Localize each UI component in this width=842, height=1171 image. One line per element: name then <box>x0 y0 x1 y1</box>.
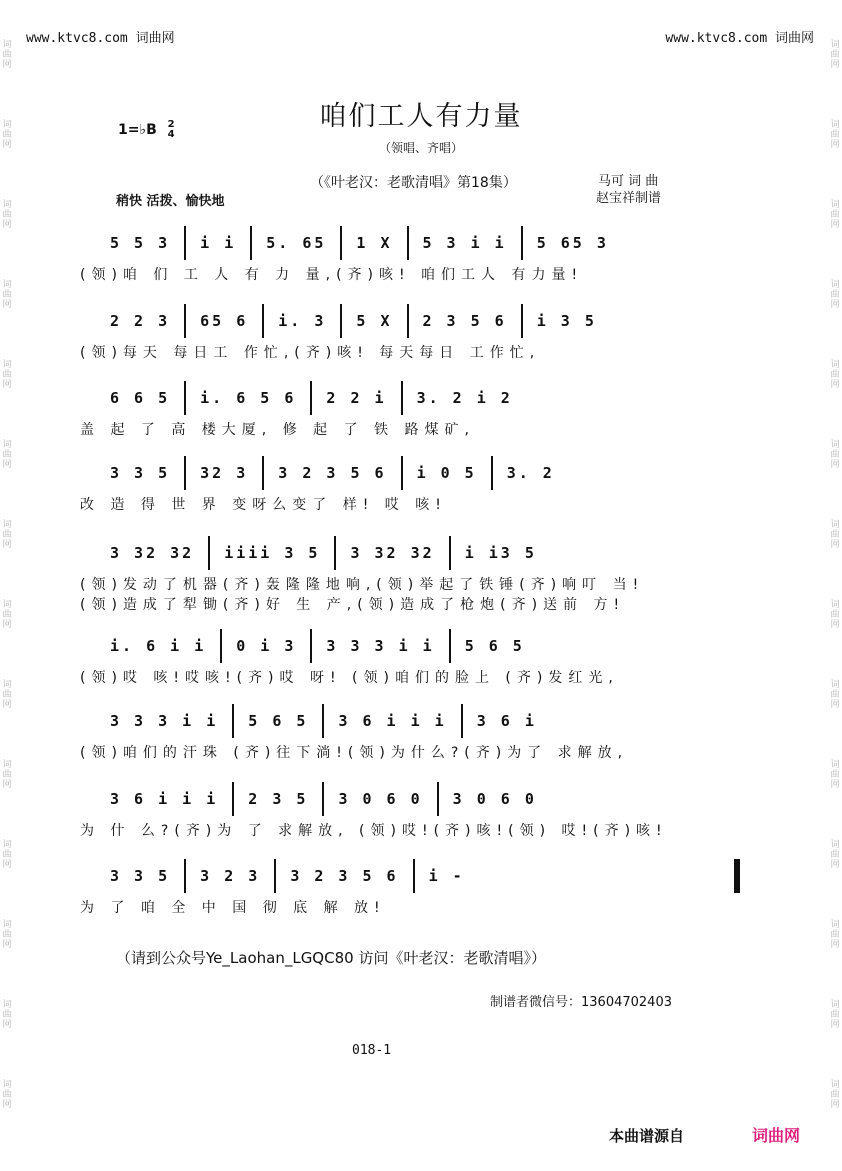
measure: 3. 2 i 2 <box>416 389 513 407</box>
notation-row <box>110 460 555 486</box>
time-bottom: 4 <box>167 129 175 140</box>
measure: 3 2 3 5 6 <box>278 464 387 482</box>
lyric-row: (领)发动了机器(齐)轰隆隆地响,(领)举起了铁锤(齐)响叮 当! <box>80 577 645 593</box>
watermark-text: 词 曲 网 <box>830 840 840 870</box>
measure: 32 3 <box>200 464 249 482</box>
measure: 3 0 6 0 <box>452 790 537 808</box>
watermark-text: 词 曲 网 <box>2 1080 12 1110</box>
watermark-text: 词 曲 网 <box>830 440 840 470</box>
key-signature <box>118 120 175 140</box>
lyric-row: (领)咱们的汗珠 (齐)往下淌!(领)为什么?(齐)为了 求解放, <box>80 745 629 761</box>
measure: 3 6 i i i <box>110 790 219 808</box>
footer-logo[interactable]: 词曲网 <box>752 1126 801 1145</box>
measure: 3 2 3 <box>200 867 261 885</box>
measure: 2 3 5 6 <box>422 312 507 330</box>
watermark-text: 词 曲 网 <box>2 840 12 870</box>
measure: 3 3 5 <box>110 867 171 885</box>
bar-line <box>232 782 234 816</box>
measure: 5 5 3 <box>110 234 171 252</box>
measure: 3 32 32 <box>350 544 435 562</box>
watermark-text: 词 曲 网 <box>2 520 12 550</box>
measure: 5. 65 <box>266 234 327 252</box>
watermark-text: 词 曲 网 <box>830 920 840 950</box>
watermark-text: 词 曲 网 <box>2 40 12 70</box>
final-bar-line <box>734 859 740 893</box>
score-line <box>0 708 842 774</box>
watermark-text: 词 曲 网 <box>830 40 840 70</box>
source-note: （《叶老汉：老歌清唱》第18集） <box>310 175 517 191</box>
key-text: 1=♭B <box>118 122 157 138</box>
bar-line <box>310 381 312 415</box>
bar-line <box>491 456 493 490</box>
measure: i. 3 <box>278 312 327 330</box>
measure: 5 6 5 <box>464 637 525 655</box>
bar-line <box>340 226 342 260</box>
notation-row <box>110 708 537 734</box>
watermark-text: 词 曲 网 <box>2 120 12 150</box>
bar-line <box>184 456 186 490</box>
watermark-text: 词 曲 网 <box>830 200 840 230</box>
score-line <box>0 230 842 296</box>
watermark-text: 词 曲 网 <box>2 280 12 310</box>
bar-line <box>262 456 264 490</box>
bar-line <box>401 381 403 415</box>
measure: 65 6 <box>200 312 249 330</box>
time-top: 2 <box>167 119 175 130</box>
lyric-row: (领)每天 每日工 作忙,(齐)咳! 每天每日 工作忙, <box>80 345 541 361</box>
page-number: 018-1 <box>352 1043 392 1058</box>
bar-line <box>521 226 523 260</box>
lyric-row: 为 什 么?(齐)为 了 求解放, (领)哎!(齐)咳!(领) 哎!(齐)咳! <box>80 823 668 839</box>
lyric-row: (领)咱 们 工 人 有 力 量,(齐)咳! 咱们工人 有力量! <box>80 267 584 283</box>
score-line <box>0 633 842 699</box>
watermark-text: 词 曲 网 <box>830 1000 840 1030</box>
bar-line <box>334 536 336 570</box>
bar-line <box>461 704 463 738</box>
bar-line <box>449 629 451 663</box>
maker-contact: 制谱者微信号：13604702403 <box>490 995 672 1010</box>
notation-row <box>110 308 597 334</box>
bar-line <box>184 381 186 415</box>
site-url-left[interactable]: www.ktvc8.com 词曲网 <box>26 31 175 46</box>
measure: 5 65 3 <box>536 234 609 252</box>
watermark-text: 词 曲 网 <box>2 440 12 470</box>
measure: 0 i 3 <box>236 637 297 655</box>
arranger-credit: 赵宝祥制谱 <box>596 191 662 206</box>
watermark-text: 词 曲 网 <box>2 600 12 630</box>
watermark-text: 词 曲 网 <box>2 360 12 390</box>
bar-line <box>184 226 186 260</box>
lyric-row: 为 了 咱 全 中 国 彻 底 解 放! <box>80 900 386 916</box>
watermark-text: 词 曲 网 <box>830 120 840 150</box>
bar-line <box>322 782 324 816</box>
measure: 3 3 3 i i <box>110 712 219 730</box>
measure: 1 X <box>356 234 393 252</box>
measure: 5 6 5 <box>248 712 309 730</box>
watermark-text: 词 曲 网 <box>830 280 840 310</box>
notation-row <box>110 633 525 659</box>
measure: 3 0 6 0 <box>338 790 423 808</box>
site-url-right[interactable]: www.ktvc8.com 词曲网 <box>665 31 814 46</box>
bar-line <box>208 536 210 570</box>
lyric-row: 盖 起 了 高 楼大厦, 修 起 了 铁 路煤矿, <box>80 422 475 438</box>
watermark-text: 词 曲 网 <box>2 760 12 790</box>
score-line <box>0 385 842 451</box>
score-line <box>0 863 842 929</box>
measure: iiii 3 5 <box>224 544 321 562</box>
bar-line <box>437 782 439 816</box>
watermark-text: 词 曲 网 <box>830 680 840 710</box>
measure: 2 2 i <box>326 389 387 407</box>
bar-line <box>322 704 324 738</box>
measure: 5 3 i i <box>422 234 507 252</box>
bar-line <box>220 629 222 663</box>
bar-line <box>184 304 186 338</box>
bar-line <box>232 704 234 738</box>
measure: i. 6 5 6 <box>200 389 297 407</box>
lyric-row-second-verse: (领)造成了犁锄(齐)好 生 产,(领)造成了枪炮(齐)送前 方! <box>80 597 626 613</box>
watermark-text: 词 曲 网 <box>830 1080 840 1110</box>
watermark-text: 词 曲 网 <box>2 680 12 710</box>
bar-line <box>521 304 523 338</box>
tempo-marking: 稍快 活拨、愉快地 <box>116 194 225 209</box>
measure: 3 2 3 5 6 <box>290 867 399 885</box>
measure: 3 6 i i i <box>338 712 447 730</box>
watermark-text: 词 曲 网 <box>830 520 840 550</box>
measure: i i <box>200 234 237 252</box>
notation-row <box>110 385 513 411</box>
measure: i 0 5 <box>416 464 477 482</box>
subtitle: （领唱、齐唱） <box>378 141 463 155</box>
watermark-text: 词 曲 网 <box>2 1000 12 1030</box>
measure: 6 6 5 <box>110 389 171 407</box>
measure: 3 3 5 <box>110 464 171 482</box>
song-title: 咱们工人有力量 <box>319 101 523 132</box>
bar-line <box>401 456 403 490</box>
notation-row <box>110 230 609 256</box>
bar-line <box>184 859 186 893</box>
watermark-text: 词 曲 网 <box>830 600 840 630</box>
lyric-row: 改 造 得 世 界 变呀么变了 样! 哎 咳! <box>80 497 447 513</box>
bar-line <box>262 304 264 338</box>
score-line <box>0 786 842 852</box>
measure: 2 2 3 <box>110 312 171 330</box>
notation-row <box>110 540 537 566</box>
time-signature <box>168 120 175 140</box>
bar-line <box>310 629 312 663</box>
measure: i 3 5 <box>536 312 597 330</box>
bar-line <box>407 304 409 338</box>
measure: 3 32 32 <box>110 544 195 562</box>
watermark-text: 词 曲 网 <box>830 760 840 790</box>
measure: i. 6 i i <box>110 637 207 655</box>
watermark-text: 词 曲 网 <box>2 920 12 950</box>
measure: i i3 5 <box>464 544 537 562</box>
measure: i - <box>428 867 465 885</box>
score-line <box>0 540 842 613</box>
lyric-row: (领)哎 咳!哎咳!(齐)哎 呀! (领)咱们的脸上 (齐)发红光, <box>80 670 619 686</box>
bar-line <box>250 226 252 260</box>
watermark-text: 词 曲 网 <box>2 200 12 230</box>
measure: 3 6 i <box>476 712 537 730</box>
score-line <box>0 460 842 526</box>
measure: 5 X <box>356 312 393 330</box>
bar-line <box>413 859 415 893</box>
notation-row <box>110 863 465 889</box>
watermark-text: 词 曲 网 <box>830 360 840 390</box>
notation-row <box>110 786 537 812</box>
wechat-note: （请到公众号Ye_Laohan_LGQC80 访问《叶老汉：老歌清唱》） <box>116 949 546 967</box>
measure: 3. 2 <box>506 464 555 482</box>
lyricist-credit: 马可 词 曲 <box>598 174 659 189</box>
measure: 2 3 5 <box>248 790 309 808</box>
bar-line <box>274 859 276 893</box>
footer-source-text: 本曲谱源自 <box>609 1127 685 1145</box>
measure: 3 3 3 i i <box>326 637 435 655</box>
score-line <box>0 308 842 374</box>
bar-line <box>340 304 342 338</box>
bar-line <box>407 226 409 260</box>
bar-line <box>449 536 451 570</box>
